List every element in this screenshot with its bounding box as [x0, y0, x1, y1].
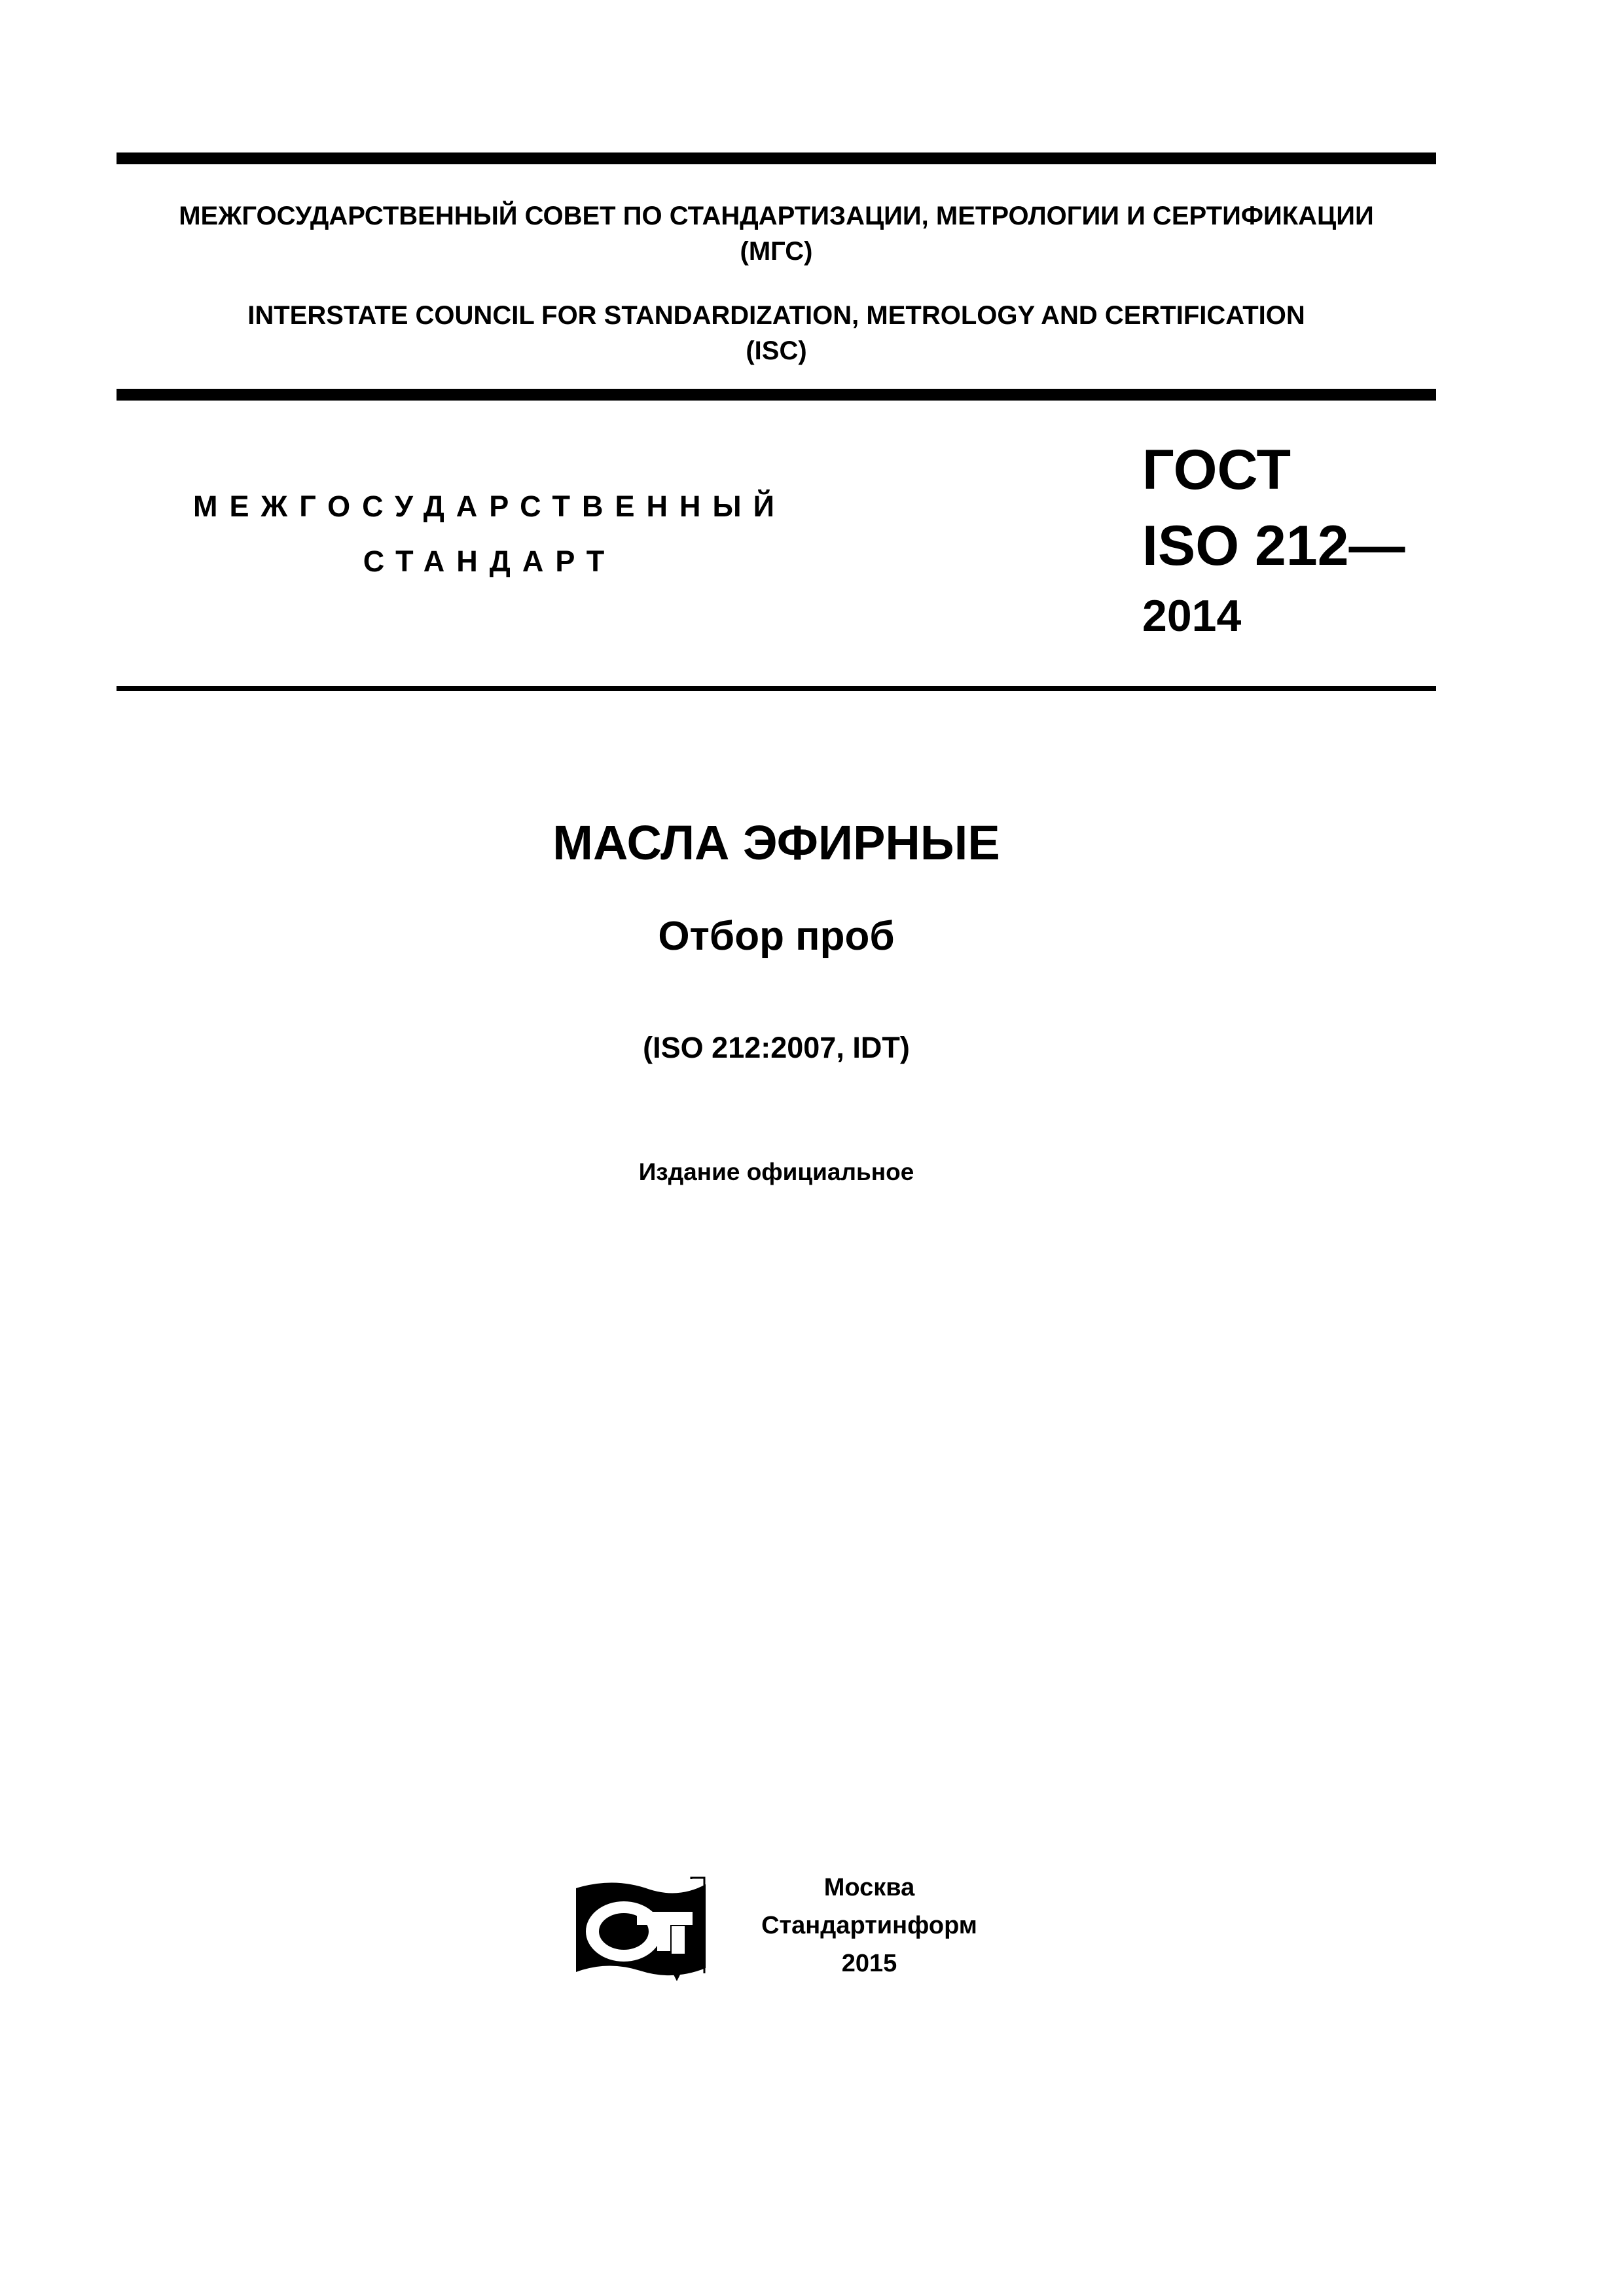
top-rule	[117, 152, 1436, 164]
standard-designation	[1142, 439, 1405, 641]
standartinform-logo-icon	[575, 1875, 709, 1983]
council-en-line2: (ISC)	[746, 336, 807, 365]
document-subtitle: Отбор проб	[658, 914, 895, 959]
iso-equivalence: (ISO 212:2007, IDT)	[643, 1031, 910, 1064]
publisher-city: Москва	[823, 1874, 915, 1901]
standard-kind-line1: МЕЖГОСУДАРСТВЕННЫЙ	[193, 490, 786, 523]
designation-number: ISO 212—	[1142, 514, 1405, 577]
council-ru-line2: (МГС)	[740, 237, 813, 266]
edition-note: Издание официальное	[638, 1158, 914, 1185]
council-names	[117, 198, 1436, 368]
publisher-year: 2015	[841, 1950, 897, 1977]
council-bottom-rule	[117, 389, 1436, 401]
designation-gost: ГОСТ	[1142, 439, 1291, 501]
designation-year: 2014	[1142, 591, 1242, 641]
document-title: МАСЛА ЭФИРНЫЕ	[552, 816, 1000, 870]
standard-kind-line2: СТАНДАРТ	[363, 545, 617, 578]
publisher-block	[725, 1869, 1013, 1982]
publisher-name: Стандартинформ	[761, 1912, 977, 1939]
council-en-line1: INTERSTATE COUNCIL FOR STANDARDIZATION, METROLOGY AND CERTIFICATION	[247, 301, 1305, 330]
designation-bottom-rule	[117, 686, 1436, 691]
council-ru-line1: МЕЖГОСУДАРСТВЕННЫЙ СОВЕТ ПО СТАНДАРТИЗАЦИИ, МЕТРОЛОГИИ И СЕРТИФИКАЦИИ	[179, 202, 1374, 230]
